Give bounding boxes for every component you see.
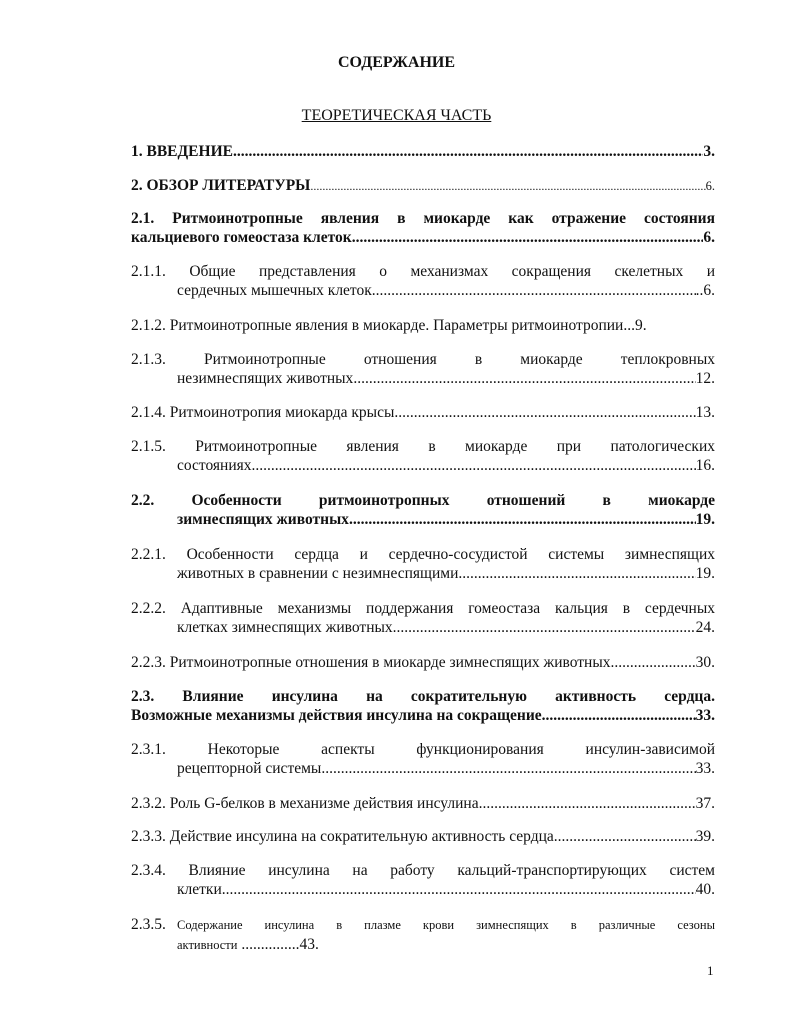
toc-entry-2-1-5[interactable] bbox=[131, 437, 715, 475]
toc-entry-page: 40. bbox=[695, 881, 715, 898]
toc-entry-page: 33. bbox=[695, 760, 715, 777]
toc-entry-text: 2.3.2. Роль G-белков в механизме действия инсулина bbox=[131, 795, 479, 812]
toc-entry-text: 2.1.4. Ритмоинотропия миокарда крысы bbox=[131, 404, 395, 421]
toc-entry-text: 2.1.2. Ритмоинотропные явления в миокарде. Параметры ритмоинотропии...9. bbox=[131, 317, 647, 334]
toc-entry-text-line2: состояниях bbox=[177, 457, 252, 474]
toc-entry-text-line2: активности bbox=[177, 938, 238, 952]
toc-entry-2-1-4[interactable] bbox=[131, 403, 715, 422]
toc-entry-2-2-3[interactable] bbox=[131, 653, 715, 672]
toc-entry-page: 43. bbox=[299, 936, 319, 953]
toc-entry-2-3[interactable] bbox=[131, 687, 715, 725]
toc-entry-text: 2.3.3. Действие инсулина на сократительную активность сердца bbox=[131, 828, 554, 845]
toc-entry-page: 19. bbox=[695, 511, 715, 528]
toc-entry-text-line1: 2.2.1. Особенности сердца и сердечно-сосудистой системы зимнеспящих bbox=[131, 546, 715, 563]
toc-entry-text-line2: рецепторной системы bbox=[177, 760, 322, 777]
section-subtitle: ТЕОРЕТИЧЕСКАЯ ЧАСТЬ bbox=[301, 107, 492, 124]
toc-entry-page: 33. bbox=[695, 707, 715, 724]
toc-entry-introduction[interactable] bbox=[131, 142, 715, 161]
toc-entry-page: 39. bbox=[695, 828, 715, 845]
toc-entry-page: 16. bbox=[695, 457, 715, 474]
toc-entry-2-3-1[interactable] bbox=[131, 740, 715, 778]
toc-entry-text-line1: 2.3.4. Влияние инсулина на работу кальций-транспортирующих систем bbox=[131, 862, 715, 879]
toc-entry-text-line1: 2.2. Особенности ритмоинотропных отношений в миокарде bbox=[131, 492, 715, 509]
toc-entry-2-1-3[interactable] bbox=[131, 350, 715, 388]
toc-entry-page: 37. bbox=[695, 795, 715, 812]
toc-entry-text: 1. ВВЕДЕНИЕ bbox=[131, 143, 233, 160]
toc-entry-page: 3. bbox=[703, 143, 715, 160]
page-number: 1 bbox=[707, 963, 714, 978]
toc-entry-text-line2: клетках зимнеспящих животных bbox=[177, 619, 393, 636]
toc-entry-text-line1: 2.1. Ритмоинотропные явления в миокарде как отражение состояния bbox=[131, 210, 715, 227]
toc-entry-2-2-2[interactable] bbox=[131, 599, 715, 637]
page-title: СОДЕРЖАНИЕ bbox=[337, 54, 456, 71]
toc-entry-text: 2.2.3. Ритмоинотропные отношения в миокарде зимнеспящих животных bbox=[131, 654, 611, 671]
toc-entry-2-3-2[interactable] bbox=[131, 794, 715, 813]
toc-entry-text-line1: 2.1.1. Общие представления о механизмах сокращения скелетных и bbox=[131, 263, 715, 280]
toc-entry-text-line2: зимнеспящих животных bbox=[177, 511, 349, 528]
toc-entry-text-line1: Содержание инсулина в плазме крови зимнеспящих в различные сезоны bbox=[177, 918, 715, 932]
toc-entry-page: ..6. bbox=[695, 282, 715, 299]
toc-entry-text-line1: 2.1.3. Ритмоинотропные отношения в миокарде теплокровных bbox=[131, 351, 715, 368]
toc-entry-2-1[interactable] bbox=[131, 209, 715, 247]
toc-entry-page: 24. bbox=[695, 619, 715, 636]
toc-entry-text: 2. ОБЗОР ЛИТЕРАТУРЫ bbox=[131, 177, 311, 194]
toc-entry-2-2-1[interactable] bbox=[131, 545, 715, 583]
toc-entry-text-line2: животных в сравнении с незимнеспящими bbox=[177, 565, 459, 582]
toc-entry-text-line1: 2.3. Влияние инсулина на сократительную активность сердца. bbox=[131, 688, 715, 705]
toc-entry-2-1-2[interactable] bbox=[131, 316, 715, 335]
toc-entry-text-line2: кальциевого гомеостаза клеток bbox=[131, 229, 352, 246]
toc-entry-page: 6. bbox=[705, 179, 715, 193]
toc-entry-page: 13. bbox=[695, 404, 715, 421]
toc-entry-literature-review[interactable] bbox=[131, 176, 715, 196]
toc-entry-text-line2: сердечных мышечных клеток bbox=[177, 282, 372, 299]
toc-entry-2-2[interactable] bbox=[131, 491, 715, 529]
toc-entry-page: 30. bbox=[695, 654, 715, 671]
toc-entry-text-line1: 2.2.2. Адаптивные механизмы поддержания гомеостаза кальция в сердечных bbox=[131, 600, 715, 617]
toc-entry-number: 2.3.5. bbox=[131, 916, 166, 933]
toc-entry-2-1-1[interactable] bbox=[131, 262, 715, 300]
toc-entry-2-3-4[interactable] bbox=[131, 861, 715, 899]
toc-entry-page: 19. bbox=[695, 565, 715, 582]
toc-entry-text-line1: 2.3.1. Некоторые аспекты функционирования инсулин-зависимой bbox=[131, 741, 715, 758]
toc-entry-text-line2: Возможные механизмы действия инсулина на сокращение bbox=[131, 707, 542, 724]
toc-entry-text-line2: незимнеспящих животных bbox=[177, 370, 354, 387]
toc-entry-text-line2: клетки bbox=[177, 881, 222, 898]
toc-entry-2-3-3[interactable] bbox=[131, 827, 715, 846]
toc-entry-text-line1: 2.1.5. Ритмоинотропные явления в миокарде при патологических bbox=[131, 438, 715, 455]
toc-entry-page: 6. bbox=[703, 229, 715, 246]
toc-entry-page: 12. bbox=[695, 370, 715, 387]
toc-entry-2-3-5[interactable]: 2.3.5. Содержание инсулина в плазме крови зимнеспящих в различные сезоны активности ...............43. bbox=[131, 916, 715, 953]
